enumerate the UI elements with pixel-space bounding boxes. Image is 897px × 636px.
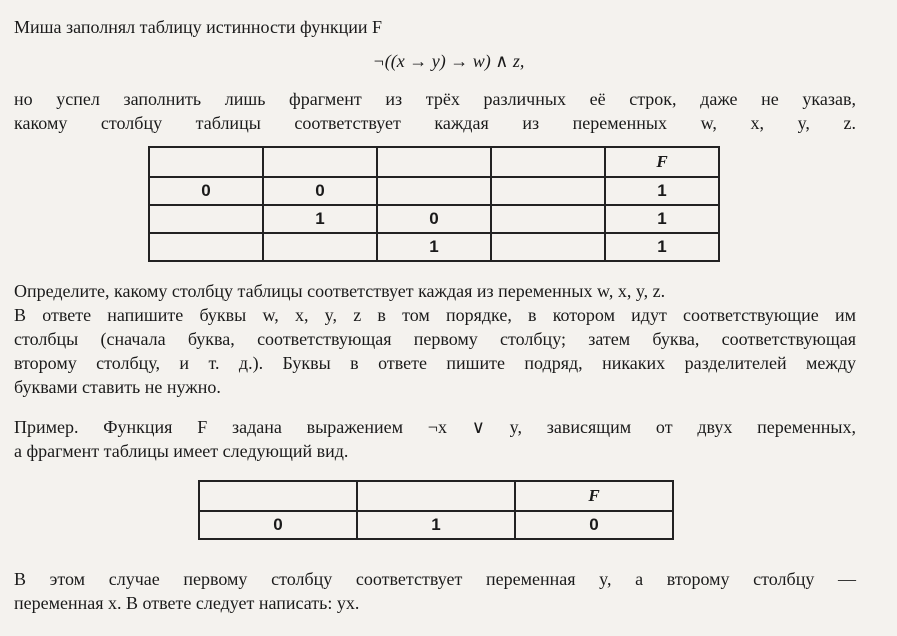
table-row <box>199 511 673 539</box>
task-line-3: столбцы (сначала буква, соответствующая первому столбцу; затем буква, соответствующая <box>14 329 856 349</box>
table-header-row <box>149 147 719 177</box>
table-cell: 0 <box>377 205 491 233</box>
header-cell-f: F <box>515 481 673 511</box>
conclusion-line-1: В этом случае первому столбцу соответствует переменная y, а второму столбцу — <box>14 569 856 589</box>
task-line-5: буквами ставить не нужно. <box>14 377 221 397</box>
example-line-2: а фрагмент таблицы имеет следующий вид. <box>14 441 349 461</box>
table-cell <box>263 233 377 261</box>
table-cell <box>491 205 605 233</box>
intro-line-1: Миша заполнял таблицу истинности функции F <box>14 17 382 37</box>
table-cell: 1 <box>357 511 515 539</box>
table-cell: 0 <box>149 177 263 205</box>
header-cell-f: F <box>605 147 719 177</box>
intro-line-2: но успел заполнить лишь фрагмент из трёх различных её строк, даже не указав, <box>14 89 856 109</box>
table-cell <box>149 233 263 261</box>
example-truth-table <box>198 480 674 540</box>
table-cell: 0 <box>199 511 357 539</box>
table-header-row <box>199 481 673 511</box>
header-cell <box>491 147 605 177</box>
table-cell <box>377 177 491 205</box>
table-cell: 0 <box>263 177 377 205</box>
table-cell: 1 <box>605 205 719 233</box>
header-cell <box>377 147 491 177</box>
table-row <box>149 233 719 261</box>
header-cell <box>263 147 377 177</box>
task-line-2: В ответе напишите буквы w, x, y, z в том порядке, в котором идут соответствующие им <box>14 305 856 325</box>
example-line-1: Пример. Функция F задана выражением ¬x ∨ y, зависящим от двух переменных, <box>14 417 856 437</box>
formula: ¬((x → y) → w) ∧ z, <box>372 51 525 71</box>
table-row <box>149 205 719 233</box>
table-cell <box>149 205 263 233</box>
table-cell: 1 <box>377 233 491 261</box>
table-cell <box>491 233 605 261</box>
task-line-1: Определите, какому столбцу таблицы соответствует каждая из переменных w, x, y, z. <box>14 281 666 301</box>
intro-line-3: какому столбцу таблицы соответствует каждая из переменных w, x, y, z. <box>14 113 856 133</box>
table-cell: 1 <box>605 177 719 205</box>
main-truth-table <box>148 146 720 262</box>
conclusion-line-2: переменная x. В ответе следует написать: yx. <box>14 593 360 613</box>
header-cell <box>199 481 357 511</box>
table-row <box>149 177 719 205</box>
table-cell: 0 <box>515 511 673 539</box>
table-cell: 1 <box>605 233 719 261</box>
table-cell: 1 <box>263 205 377 233</box>
header-cell <box>149 147 263 177</box>
header-cell <box>357 481 515 511</box>
task-line-4: второму столбцу, и т. д.). Буквы в ответе пишите подряд, никаких разделителей между <box>14 353 856 373</box>
table-cell <box>491 177 605 205</box>
